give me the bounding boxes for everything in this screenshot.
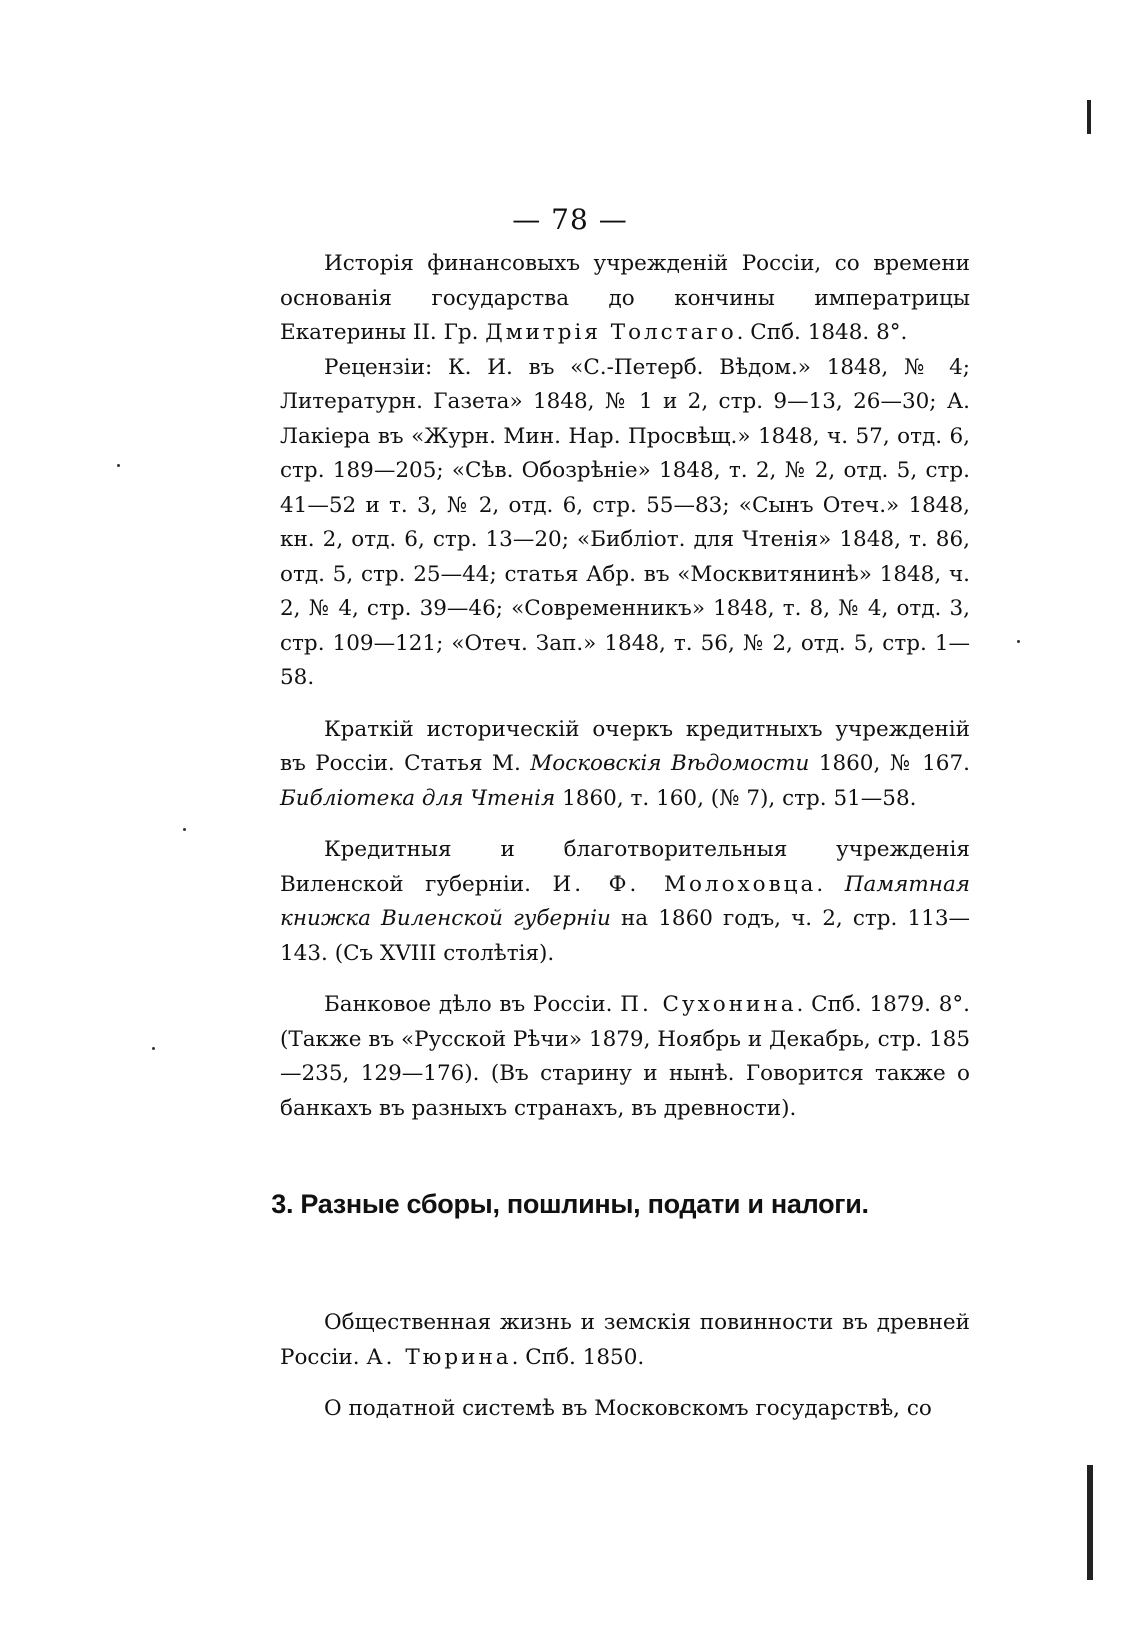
text-run: О податной системѣ въ Московскомъ государствѣ, со	[324, 1396, 932, 1421]
page-number: — 78 —	[512, 203, 628, 236]
text-run: Общественная жизнь и земскія повинности въ древней Россіи.	[280, 1310, 970, 1370]
scan-speck	[183, 828, 186, 831]
entry-vilna-institutions	[280, 833, 970, 971]
entry-finance-history	[280, 247, 970, 351]
bibliography-block-top	[280, 247, 970, 1126]
text-run: Краткій историческій очеркъ кредитныхъ учрежденій въ Россіи. Статья М.	[280, 716, 970, 776]
bibliography-block-bottom	[280, 1248, 970, 1427]
author-name: И. Ф. Молоховца	[552, 871, 817, 897]
section-heading: 3. Разные сборы, пошлины, подати и налоги.	[271, 1189, 869, 1219]
entry-credit-essay	[280, 713, 970, 817]
entry-reviews	[280, 351, 970, 696]
italic-title: Библіотека для Чтенія	[280, 785, 556, 811]
scan-speck	[152, 1047, 155, 1050]
text-run: 1860, № 167.	[809, 751, 970, 776]
text-run: Рецензіи: К. И. въ «С.-Петерб. Вѣдом.» 1848, № 4; Литературн. Газета» 1848, № 1 и 2, стр. 9—13, 26—30; А. Лакіера въ «Журн. Мин. Нар. Просвѣщ.» 1848, ч. 57, отд. 6, стр. 189—205; «Сѣв. Обозрѣніе» 1848, т. 2, № 2, отд. 5, стр. 41—52 и т. 3, № 2, отд. 6, стр. 55—83; «Сынъ Отеч.» 1848, кн. 2, отд. 6, стр. 13—20; «Библіот. для Чтенія» 1848, т. 86, отд. 5, стр. 25—44; статья Абр. въ «Москвитянинѣ» 1848, ч. 2, № 4, стр. 39—46; «Современникъ» 1848, т. 8, № 4, отд. 3, стр. 109—121; «Отеч. Зап.» 1848, т. 56, № 2, отд. 5, стр. 1—58.	[280, 354, 970, 690]
scan-speck	[117, 464, 120, 467]
text-run: 1860, т. 160, (№ 7), стр. 51—58.	[555, 785, 917, 811]
text-run: Кредитныя и благотворительныя учрежденія Виленской губерніи.	[280, 837, 970, 897]
italic-title: Московскія Вѣдомости	[530, 751, 810, 776]
scan-speck	[1017, 640, 1020, 643]
text-run: Банковое дѣло въ Россіи.	[324, 992, 621, 1017]
entry-public-life	[280, 1306, 970, 1375]
author-name: П. Сухонина	[620, 992, 797, 1017]
entry-banking-russia	[280, 988, 970, 1126]
scan-edge-mark	[1087, 100, 1091, 134]
author-name: Дмитрія Толстаго	[485, 320, 737, 345]
text-run: .	[816, 871, 845, 897]
text-run: . Спб. 1848. 8°.	[736, 320, 908, 345]
text-run: Исторія финансовыхъ учрежденій Россіи, со времени основанія государства до кончины императрицы Екатерины II. Гр.	[280, 251, 970, 345]
text-run: на 1860 годъ, ч. 2, стр. 113—143. (Съ XVIII столѣтія).	[280, 906, 971, 966]
scan-edge-bar	[1087, 1465, 1093, 1580]
text-run: . Спб. 1850.	[511, 1344, 645, 1370]
italic-title: Памятная книжка Виленской губерніи	[280, 871, 971, 931]
author-name: А. Тюрина	[366, 1344, 512, 1370]
entry-tax-system	[280, 1392, 970, 1427]
text-run: . Спб. 1879. 8°. (Также въ «Русской Рѣчи» 1879, Ноябрь и Декабрь, стр. 185—235, 129—176). (Въ старину и нынѣ. Говорится также о банкахъ въ разныхъ странахъ, въ древности).	[280, 992, 970, 1121]
